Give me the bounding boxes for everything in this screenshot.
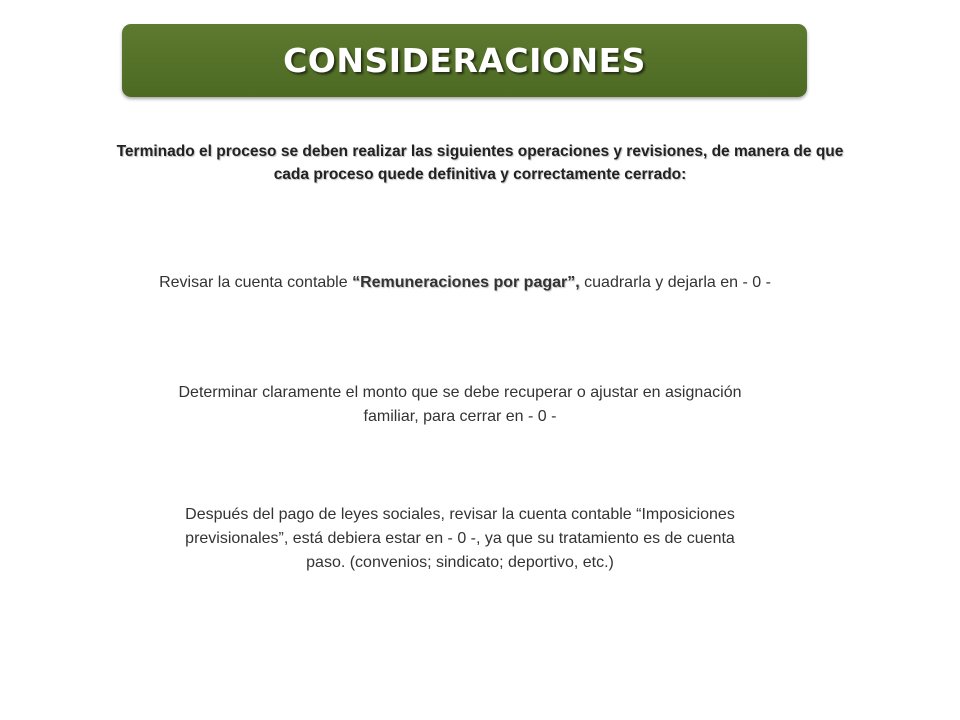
item1-account-term: “Remuneraciones por pagar”, — [352, 274, 580, 291]
consideration-item-3 — [120, 503, 800, 575]
intro-line-1: Terminado el proceso se deben realizar las siguientes operaciones y revisiones, de manera de que — [116, 143, 844, 160]
item1-suffix: cuadrarla y dejarla en - 0 - — [579, 274, 771, 291]
intro-line-2: cada proceso quede definitiva y correctamente cerrado: — [273, 166, 687, 183]
item3-line-1: Después del pago de leyes sociales, revisar la cuenta contable “Imposiciones — [185, 506, 735, 523]
item2-line-2: familiar, para cerrar en - 0 - — [363, 408, 557, 425]
title-banner — [122, 24, 807, 97]
item2-line-1: Determinar claramente el monto que se debe recuperar o ajustar en asignación — [178, 384, 742, 401]
item3-line-3: paso. (convenios; sindicato; deportivo, etc.) — [306, 554, 614, 571]
page-title: CONSIDERACIONES — [283, 41, 646, 80]
item3-line-2: previsionales”, está debiera estar en - 0 -, ya que su tratamiento es de cuenta — [185, 530, 735, 547]
consideration-item-2 — [120, 381, 800, 429]
item1-prefix: Revisar la cuenta contable — [159, 274, 353, 291]
intro-paragraph — [50, 140, 910, 186]
consideration-item-1 — [60, 271, 870, 295]
